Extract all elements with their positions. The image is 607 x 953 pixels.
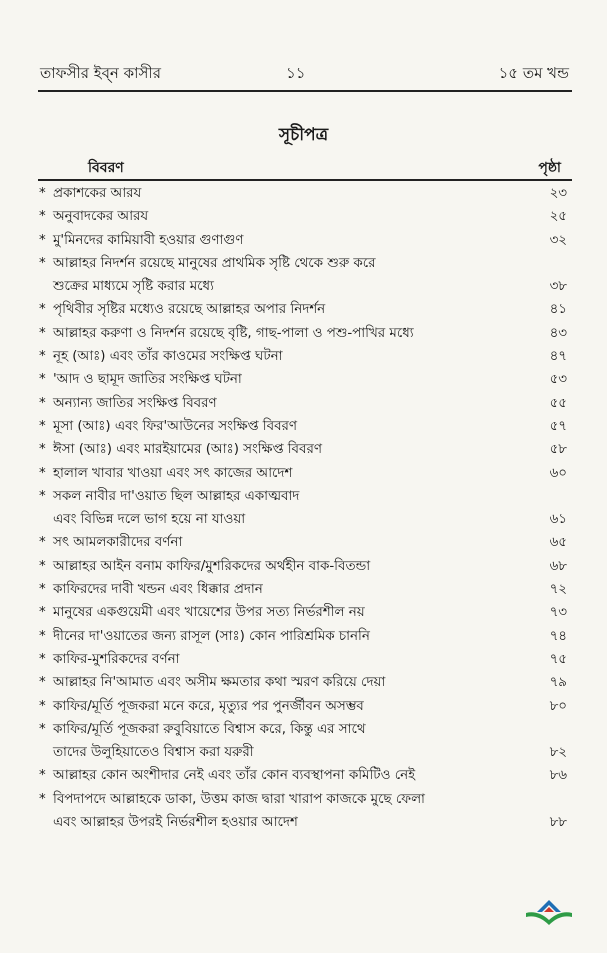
toc-entry-text: আল্লাহর নি'আমাত এবং অসীম ক্ষমতার কথা স্মরণ করিয়ে দেয়া [53, 675, 386, 691]
toc-entry [0, 252, 607, 299]
toc-entry [0, 601, 607, 624]
toc-entry [0, 182, 607, 205]
bullet-star-icon: * [39, 582, 46, 598]
toc-entry-page: ৩৮ [549, 279, 567, 295]
toc-entry [0, 578, 607, 601]
bullet-star-icon: * [39, 418, 46, 434]
toc-entry-text: তাদের উলুহিয়াতেও বিশ্বাস করা যরুরী [53, 745, 254, 761]
toc-entry-page: ৫৩ [549, 372, 567, 388]
toc-entry [0, 462, 607, 485]
header-divider [38, 90, 572, 92]
toc-entry-page: ৭৪ [549, 628, 567, 644]
toc-entry-text: হালাল খাবার খাওয়া এবং সৎ কাজের আদেশ [53, 465, 293, 481]
toc-entry [0, 625, 607, 648]
bullet-star-icon: * [39, 442, 46, 458]
book-title: তাফসীর ইব্‌ন কাসীর [40, 64, 161, 82]
toc-entry [0, 648, 607, 671]
toc-entry-text: অনুবাদকের আরয [53, 209, 149, 225]
toc-entry-text: শুক্রের মাধ্যমে সৃষ্টি করার মধ্যে [53, 279, 214, 295]
bullet-star-icon: * [39, 209, 46, 225]
toc-entry-text: নূহ (আঃ) এবং তাঁর কাওমের সংক্ষিপ্ত ঘটনা [53, 349, 283, 365]
toc-entry [0, 229, 607, 252]
toc-entry-text: আল্লাহর নিদর্শন রয়েছে মানুষের প্রাথমিক সৃষ্টি থেকে শুরু করে [53, 255, 376, 271]
toc-entry [0, 345, 607, 368]
toc-entry [0, 555, 607, 578]
toc-entry [0, 205, 607, 228]
toc-entry-page: ৬৫ [549, 535, 567, 551]
toc-entry [0, 485, 607, 532]
toc-entry-text: প্রকাশকের আরয [53, 186, 142, 201]
bullet-star-icon: * [39, 791, 46, 807]
toc-entry-text: এবং আল্লাহর উপরই নির্ভরশীল হওয়ার আদেশ [53, 815, 298, 831]
bullet-star-icon: * [39, 675, 46, 691]
toc-entry-text: আল্লাহর করুণা ও নিদর্শন রয়েছে বৃষ্টি, গাছ-পালা ও পশু-পাখির মধ্যে [53, 325, 414, 341]
bullet-star-icon: * [39, 605, 46, 621]
toc-entry-text: সৎ আমলকারীদের বর্ণনা [53, 535, 183, 551]
bullet-star-icon: * [39, 721, 46, 737]
bullet-star-icon: * [39, 372, 46, 388]
toc-entry-page: ৭৯ [549, 675, 567, 691]
toc-entry-page: ৬১ [549, 512, 567, 528]
bullet-star-icon: * [39, 628, 46, 644]
toc-entry-page: ৪৭ [549, 349, 567, 365]
column-page-label: পৃষ্ঠা [538, 160, 561, 176]
toc-entry-text: কাফির/মূর্তি পূজকরা রুবুবিয়াতে বিশ্বাস করে, কিন্তু এর সাথে [53, 721, 366, 737]
toc-entry [0, 415, 607, 438]
bullet-star-icon: * [39, 232, 46, 248]
toc-entry-page: ৬৮ [549, 558, 567, 574]
bullet-star-icon: * [39, 186, 46, 201]
toc-entry-page: ৫৫ [549, 395, 567, 411]
toc-column-header [0, 156, 607, 178]
toc-entry-text: আল্লাহর আইন বনাম কাফির/মুশরিকদের অর্থহীন বাক-বিতন্ডা [53, 558, 371, 574]
bullet-star-icon: * [39, 302, 46, 318]
toc-entry [0, 368, 607, 391]
bullet-star-icon: * [39, 768, 46, 784]
bullet-star-icon: * [39, 349, 46, 365]
toc-entry-text: 'আদ ও ছামূদ জাতির সংক্ষিপ্ত ঘটনা [53, 372, 242, 388]
toc-entry-text: পৃথিবীর সৃষ্টির মধ্যেও রয়েছে আল্লাহর অপার নিদর্শন [53, 302, 326, 318]
bullet-star-icon: * [39, 651, 46, 667]
column-description-label: বিবরণ [88, 160, 124, 176]
toc-entry-text: এবং বিভিন্ন দলে ভাগ হয়ে না যাওয়া [53, 512, 246, 528]
toc-entry-text: অন্যান্য জাতির সংক্ষিপ্ত বিবরণ [53, 395, 217, 411]
toc-entry-page: ৭৫ [549, 651, 567, 667]
bullet-star-icon: * [39, 698, 46, 714]
bullet-star-icon: * [39, 558, 46, 574]
toc-entry-page: ৬০ [549, 465, 567, 481]
volume-label: ১৫ তম খন্ড [498, 64, 569, 82]
toc-entry-page: ৮২ [549, 745, 567, 761]
bullet-star-icon: * [39, 535, 46, 551]
toc-entry-text: মূসা (আঃ) এবং ফির'আউনের সংক্ষিপ্ত বিবরণ [53, 418, 298, 434]
toc-entry [0, 788, 607, 835]
toc-entry-page: ৮৮ [549, 815, 567, 831]
page-header [0, 62, 607, 88]
toc-entry-text: বিপদাপদে আল্লাহকে ডাকা, উত্তম কাজ দ্বারা খারাপ কাজকে মুছে ফেলা [53, 791, 425, 807]
toc-list [0, 182, 607, 834]
toc-entry-text: সকল নাবীর দা'ওয়াত ছিল আল্লাহর একাত্মবাদ [53, 488, 300, 504]
toc-entry-page: ৭৩ [549, 605, 567, 621]
toc-entry-page: ৮৬ [549, 768, 567, 784]
bullet-star-icon: * [39, 325, 46, 341]
toc-title: সূচীপত্র [278, 125, 329, 145]
bullet-star-icon: * [39, 465, 46, 481]
toc-entry-page: ৭২ [549, 582, 567, 598]
column-header-divider [38, 179, 572, 181]
toc-entry [0, 392, 607, 415]
toc-entry-page: ২৩ [549, 186, 567, 201]
toc-entry-text: মু'মিনদের কামিয়াবী হওয়ার গুণাগুণ [53, 232, 244, 248]
bullet-star-icon: * [39, 395, 46, 411]
toc-entry-text: দীনের দা'ওয়াতের জন্য রাসূল (সাঃ) কোন পারিশ্রমিক চাননি [53, 628, 370, 644]
toc-entry [0, 298, 607, 321]
bullet-star-icon: * [39, 255, 46, 271]
toc-entry [0, 764, 607, 787]
toc-entry-page: ৩২ [549, 232, 567, 248]
toc-entry-text: কাফির/মূর্তি পূজকরা মনে করে, মৃত্যুর পর পুনর্জীবন অসম্ভব [53, 698, 364, 714]
toc-entry-page: ৪১ [549, 302, 567, 318]
toc-entry-text: ঈসা (আঃ) এবং মারইয়ামের (আঃ) সংক্ষিপ্ত বিবরণ [53, 442, 322, 458]
page-number: ১১ [286, 64, 306, 82]
toc-entry-text: আল্লাহর কোন অংশীদার নেই এবং তাঁর কোন ব্যবস্থাপনা কমিটিও নেই [53, 768, 416, 784]
toc-entry [0, 671, 607, 694]
toc-entry [0, 531, 607, 554]
toc-entry-page: ৫৭ [549, 418, 567, 434]
toc-entry [0, 718, 607, 765]
toc-entry-page: ২৫ [549, 209, 567, 225]
toc-entry-text: মানুষের একগুয়েমী এবং খায়েশের উপর সত্য নির্ভরশীল নয় [53, 605, 365, 621]
toc-entry [0, 695, 607, 718]
toc-entry [0, 438, 607, 461]
toc-entry-page: ৪৩ [549, 325, 567, 341]
toc-entry [0, 322, 607, 345]
toc-entry-page: ৮০ [549, 698, 567, 714]
toc-entry-text: কাফিরদের দাবী খন্ডন এবং ধিক্কার প্রদান [53, 582, 263, 598]
toc-entry-text: কাফির-মুশরিকদের বর্ণনা [53, 651, 180, 667]
toc-entry-page: ৫৮ [549, 442, 567, 458]
book-logo-icon [524, 898, 574, 928]
bullet-star-icon: * [39, 488, 46, 504]
